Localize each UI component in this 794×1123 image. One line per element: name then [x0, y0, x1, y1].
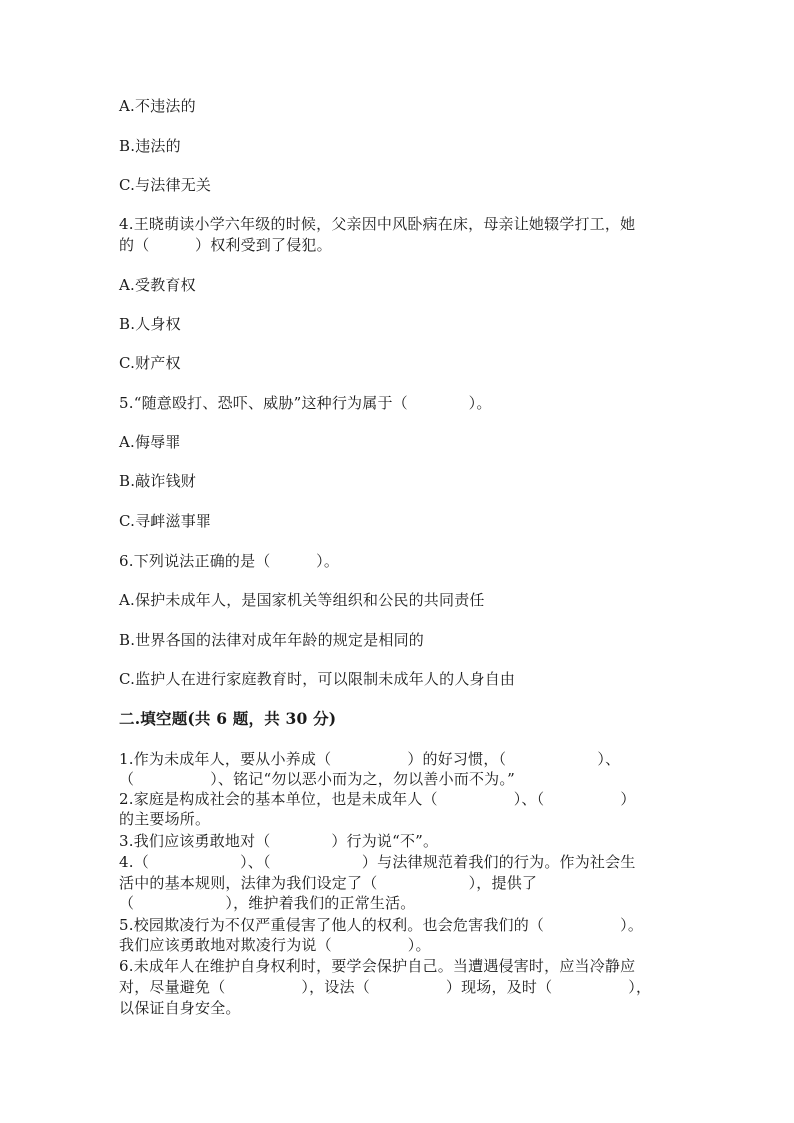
question-5: 5.“随意殴打、恐吓、威胁”这种行为属于（ ）。	[119, 394, 492, 412]
option-5a: A.侮辱罪	[119, 433, 181, 451]
fill-4-line-3: （ ），维护着我们的正常生活。	[119, 894, 416, 912]
option-4a: A.受教育权	[119, 276, 196, 294]
fill-5-line-2: 我们应该勇敢地对欺凌行为说（ ）。	[119, 936, 431, 954]
option-5c: C.寻衅滋事罪	[119, 512, 212, 530]
section-heading-fill-in: 二.填空题(共 6 题，共 30 分)	[119, 709, 337, 728]
option-5b: B.敲诈钱财	[119, 472, 196, 490]
question-4-line-2: 的（ ）权利受到了侵犯。	[119, 236, 332, 254]
option-3a: A.不违法的	[119, 97, 196, 115]
question-4-line-1: 4.王晓萌读小学六年级的时候，父亲因中风卧病在床，母亲让她辍学打工，她	[119, 215, 636, 233]
question-6: 6.下列说法正确的是（ ）。	[119, 552, 340, 570]
fill-1-line-1: 1.作为未成年人，要从小养成（ ）的好习惯，（ ）、	[119, 750, 621, 768]
fill-4-line-1: 4.（ ）、（ ）与法律规范着我们的行为。作为社会生	[119, 853, 636, 871]
option-6c: C.监护人在进行家庭教育时，可以限制未成年人的人身自由	[119, 670, 516, 688]
option-3b: B.违法的	[119, 137, 181, 155]
option-4c: C.财产权	[119, 354, 181, 372]
option-6a: A.保护未成年人，是国家机关等组织和公民的共同责任	[119, 591, 485, 609]
fill-6-line-3: 以保证自身安全。	[119, 999, 241, 1017]
fill-2-line-1: 2.家庭是构成社会的基本单位，也是未成年人（ ）、（ ）	[119, 790, 636, 808]
fill-3: 3.我们应该勇敢地对（ ）行为说“不”。	[119, 832, 439, 850]
fill-1-line-2: （ ）、铭记“勿以恶小而为之，勿以善小而不为。”	[119, 770, 515, 788]
fill-5-line-1: 5.校园欺凌行为不仅严重侵害了他人的权利。也会危害我们的（ ）。	[119, 916, 644, 934]
fill-6-line-1: 6.未成年人在维护自身权利时，要学会保护自己。当遭遇侵害时，应当冷静应	[119, 957, 636, 975]
fill-2-line-2: 的主要场所。	[119, 810, 211, 828]
fill-4-line-2: 活中的基本规则，法律为我们设定了（ ），提供了	[119, 874, 538, 892]
fill-6-line-2: 对，尽量避免（ ），设法（ ）现场，及时（ ），	[119, 978, 652, 996]
option-6b: B.世界各国的法律对成年年龄的规定是相同的	[119, 631, 424, 649]
option-3c: C.与法律无关	[119, 176, 212, 194]
option-4b: B.人身权	[119, 315, 181, 333]
